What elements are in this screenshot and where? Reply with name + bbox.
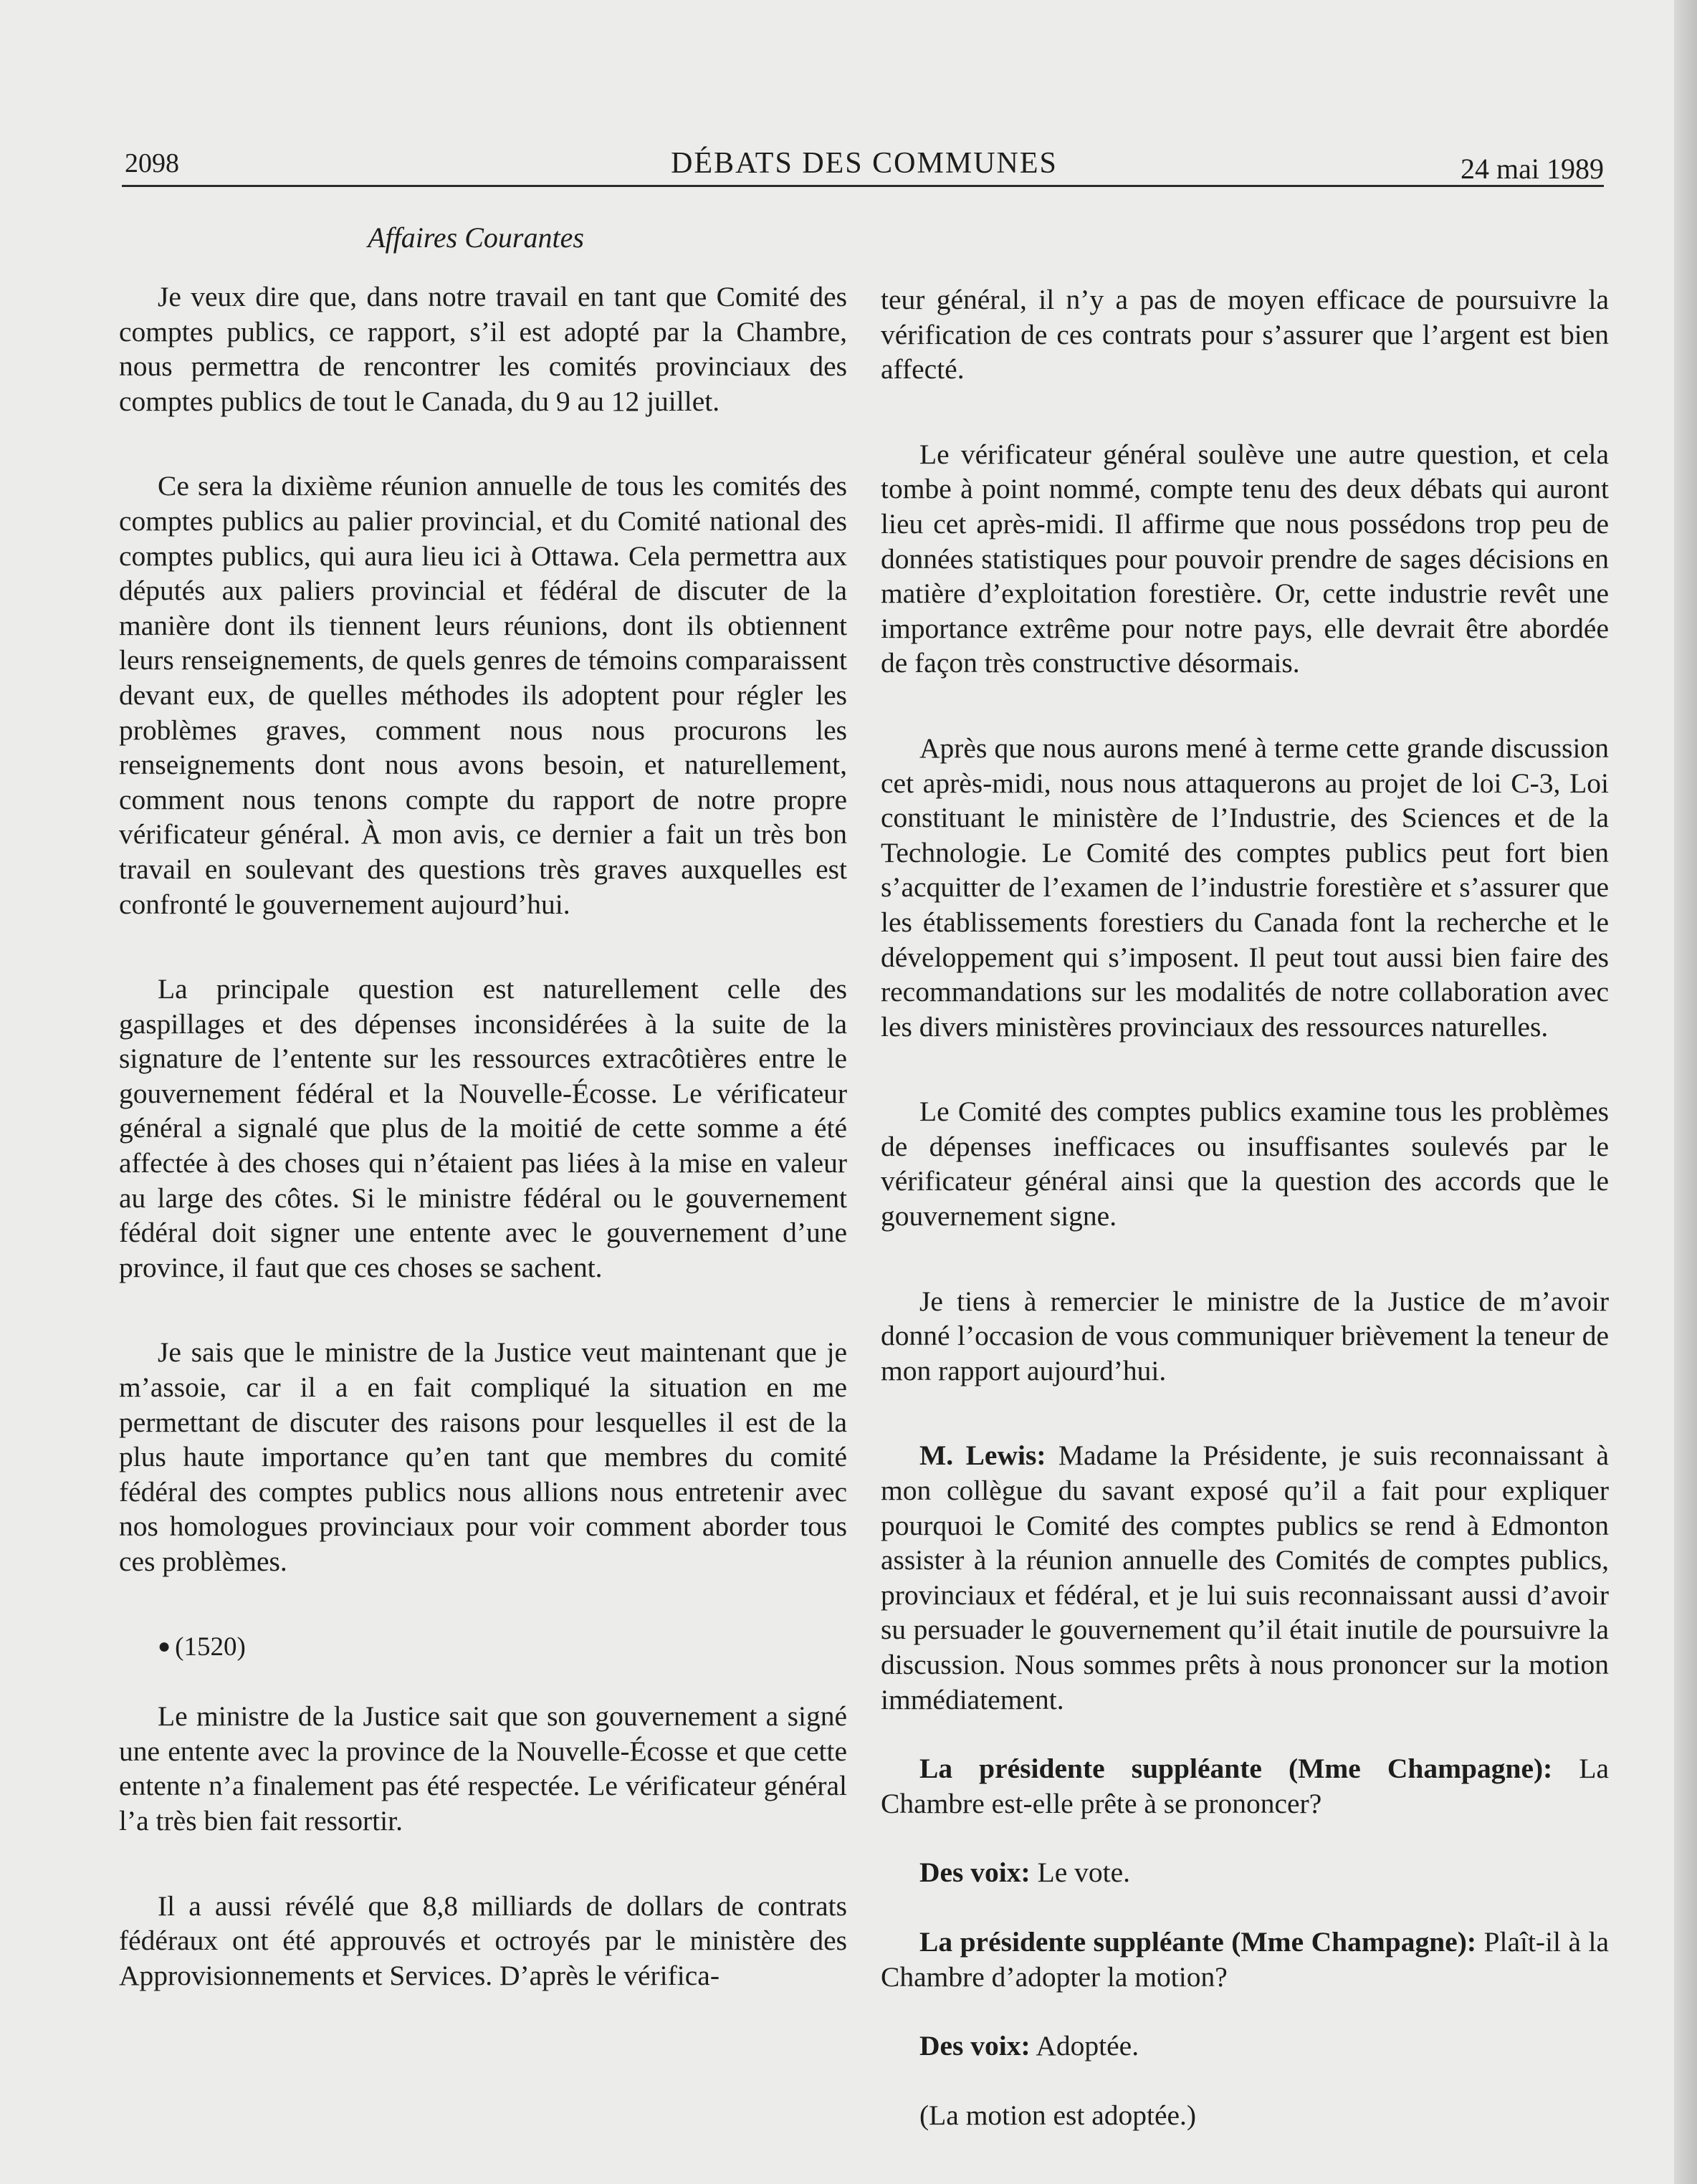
speech-text: Madame la Présidente, je suis reconnaissant à mon collègue du savant exposé qu’il a fait pour expliquer pourquoi le Comité des comptes publics se rend à Edmonton assister à la réunion annuelle des Comités de comptes publics, provinciaux et fédéral, et je lui suis reconnaissant aussi d’avoir su persuader le gouvernement qu’il était inutile de poursuivre la discussion. Nous sommes prêts à nous prononcer sur la motion immédiatement. [881, 1440, 1610, 1715]
bullet-icon: ● [158, 1634, 171, 1658]
speech-text: La Chambre est-elle prête à se prononcer? [881, 1753, 1610, 1819]
paragraph: teur général, il n’y a pas de moyen efficace de poursuivre la vérification de ces contrats pour s’assurer que l’argent est bien affecté. [881, 284, 1609, 385]
paragraph: Le ministre de la Justice sait que son gouvernement a signé une entente avec la province de la Nouvelle-Écosse et que cette entente n’a finalement pas été respectée. Le vérificateur général l’a très bien fait ressortir. [119, 1700, 847, 1836]
time-marker [119, 1629, 847, 1665]
paragraph: Il a aussi révélé que 8,8 milliards de dollars de contrats fédéraux ont été approuvés et octroyés par le ministère des Approvisionnements et Services. D’après le vérifica- [119, 1890, 847, 1991]
header-rule [122, 185, 1604, 187]
paragraph: Ce sera la dixième réunion annuelle de tous les comités des comptes publics au palier provincial, et du Comité national des comptes publics, qui aura lieu ici à Ottawa. Cela permettra aux députés aux paliers provincial et fédéral de discuter de la manière dont ils tiennent leurs réunions, dont ils obtiennent leurs renseignements, de quels genres de témoins comparaissent devant eux, de quelles méthodes ils adoptent pour régler les problèmes graves, comment nous nous procurons les renseignements dont nous avons besoin, et naturellement, comment nous tenons compte du rapport de notre propre vérificateur général. À mon avis, ce dernier a fait un très bon travail en soulevant des questions très graves auxquelles est confronté le gouvernement aujourd’hui. [119, 470, 847, 920]
time-marker-text: (1520) [175, 1632, 246, 1662]
paragraph: Le Comité des comptes publics examine tous les problèmes de dépenses inefficaces ou insuffisantes soulevés par le vérificateur général ainsi que la question des accords que le gouvernement signe. [881, 1096, 1609, 1232]
paragraph: Je veux dire que, dans notre travail en tant que Comité des comptes publics, ce rapport, s’il est adopté par la Chambre, nous permettra de rencontrer les comités provinciaux des comptes publics de tout le Canada, du 9 au 12 juillet. [119, 281, 847, 417]
left-column [119, 279, 847, 2027]
motion-outcome: (La motion est adoptée.) [919, 2099, 1197, 2131]
section-title: Affaires Courantes [368, 221, 584, 254]
speaker-name: La présidente suppléante (Mme Champagne): [919, 1753, 1553, 1785]
speech-text: Le vote. [1037, 1857, 1130, 1889]
journal-title: DÉBATS DES COMMUNES [671, 147, 1058, 180]
speech-text: Plaît-il à la Chambre d’adopter la motion? [881, 1925, 1610, 1993]
paragraph: La principale question est naturellement celle des gaspillages et des dépenses inconsidérées à la suite de la signature de l’entente sur les ressources extracôtières entre le gouvernement fédéral et la Nouvelle-Écosse. Le vérificateur général a signalé que plus de la moitié de cette somme a été affectée à des choses qui n’étaient pas liées à la mise en valeur au large des côtes. Si le ministre fédéral ou le gouvernement fédéral doit signer une entente avec le gouvernement d’une province, il faut que ces choses se sachent. [119, 973, 847, 1283]
speaker-name: M. Lewis: [919, 1440, 1046, 1472]
paragraph: Je sais que le ministre de la Justice veut maintenant que je m’assoie, car il a en fait compliqué la situation en me permettant de discuter des raisons pour lesquelles il est de la plus haute importance qu’en tant que membres du comité fédéral des comptes publics nous allions nous entretenir avec nos homologues provinciaux pour voir comment aborder tous ces problèmes. [119, 1336, 847, 1577]
paragraph: Le vérificateur général soulève une autre question, et cela tombe à point nommé, compte tenu des deux débats qui auront lieu cet après-midi. Il affirme que nous possédons trop peu de données statistiques pour pouvoir prendre de sages décisions en matière d’exploitation forestière. Or, cette industrie revêt une importance extrême pour notre pays, elle devrait être abordée de façon très constructive désormais. [881, 438, 1609, 679]
issue-date: 24 mai 1989 [1461, 153, 1604, 185]
right-column [881, 282, 1609, 2167]
running-head [125, 140, 1604, 183]
speaker-name: La présidente suppléante (Mme Champagne): [919, 1925, 1477, 1958]
speaker-name: Des voix: [919, 1857, 1031, 1889]
speech-lewis [881, 1438, 1609, 1717]
speech-voices-1 [881, 1855, 1609, 1890]
page-edge [1674, 0, 1697, 2184]
speech-chair-1 [881, 1751, 1609, 1821]
speech-voices-2 [881, 2029, 1609, 2064]
paragraph: Après que nous aurons mené à terme cette grande discussion cet après-midi, nous nous attaquerons au projet de loi C-3, Loi constituant le ministère de l’Industrie, des Sciences et de la Technologie. Le Comité des comptes publics peut fort bien s’acquitter de l’examen de l’industrie forestière et s’assurer que les établissements forestiers du Canada font la recherche et le développement qui s’imposent. Il peut tout aussi bien faire des recommandations sur les modalités de notre collaboration avec les divers ministères provinciaux des ressources naturelles. [881, 732, 1609, 1043]
page-number: 2098 [125, 148, 179, 178]
speech-text: Adoptée. [1036, 2030, 1139, 2062]
speaker-name: Des voix: [919, 2030, 1031, 2062]
paragraph: Je tiens à remercier le ministre de la Justice de m’avoir donné l’occasion de vous communiquer brièvement la teneur de mon rapport aujourd’hui. [881, 1285, 1609, 1386]
speech-chair-2 [881, 1925, 1609, 1994]
